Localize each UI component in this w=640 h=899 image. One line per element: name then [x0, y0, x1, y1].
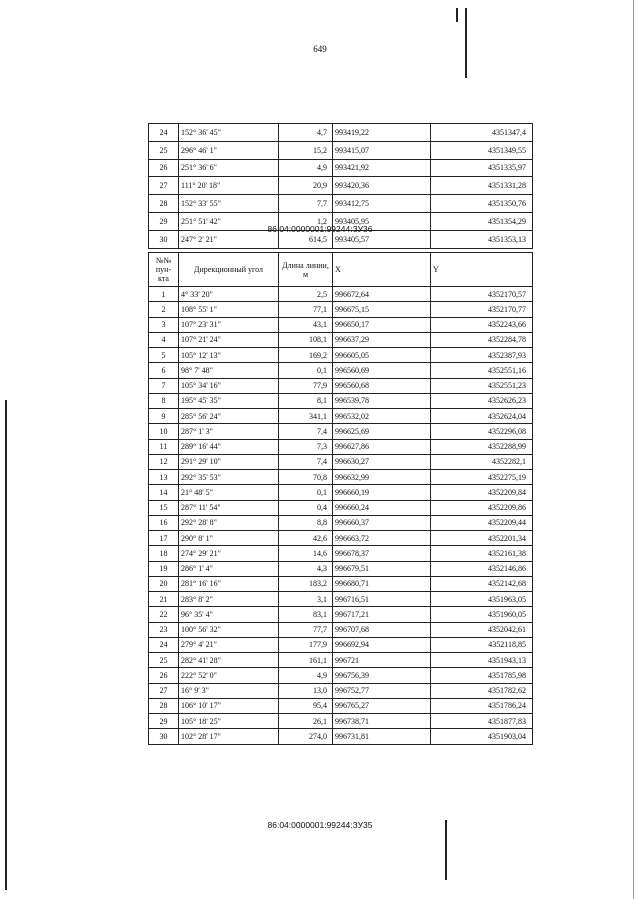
cell-point-number: 8: [149, 393, 179, 408]
cell-x: 993405,95: [333, 212, 431, 230]
cell-x: 996630,27: [333, 454, 431, 469]
cell-x: 996560,69: [333, 363, 431, 378]
cell-line-length: 4,9: [279, 668, 333, 683]
cell-line-length: 4,7: [279, 124, 333, 142]
cell-point-number: 7: [149, 378, 179, 393]
cell-x: 996721: [333, 653, 431, 668]
table-row: [149, 683, 533, 698]
cell-direction-angle: 251° 36' 6": [179, 159, 279, 177]
cell-point-number: 21: [149, 592, 179, 607]
cell-y: 4352296,08: [431, 424, 533, 439]
cell-line-length: 0,1: [279, 363, 333, 378]
cell-point-number: 3: [149, 317, 179, 332]
table-row: [149, 363, 533, 378]
table-row: [149, 393, 533, 408]
cell-y: 4352170,57: [431, 287, 533, 302]
cell-point-number: 5: [149, 348, 179, 363]
cell-direction-angle: 107° 21' 24": [179, 332, 279, 347]
cell-direction-angle: 105° 18' 25": [179, 714, 279, 729]
cell-x: 996627,86: [333, 439, 431, 454]
cell-line-length: 77,1: [279, 302, 333, 317]
cell-direction-angle: 289° 16' 44": [179, 439, 279, 454]
cell-direction-angle: 195° 45' 35": [179, 393, 279, 408]
cell-point-number: 18: [149, 546, 179, 561]
table-row: [149, 485, 533, 500]
table-header-row: [149, 253, 533, 287]
cell-point-number: 28: [149, 195, 179, 213]
cell-y: 4352209,44: [431, 515, 533, 530]
cell-x: 996660,19: [333, 485, 431, 500]
cell-point-number: 29: [149, 714, 179, 729]
cell-direction-angle: 287° 1' 3": [179, 424, 279, 439]
cell-x: 996752,77: [333, 683, 431, 698]
parcel-caption: 86:04:0000001:99244:ЗУ35: [267, 820, 373, 830]
cell-x: 993412,75: [333, 195, 431, 213]
cell-direction-angle: 281° 16' 16": [179, 576, 279, 591]
cell-point-number: 1: [149, 287, 179, 302]
table-row: [149, 195, 533, 213]
header-direction-angle: Дирекционный угол: [179, 253, 279, 287]
cell-line-length: 43,1: [279, 317, 333, 332]
cell-direction-angle: 100° 56' 32": [179, 622, 279, 637]
table-row: [149, 500, 533, 515]
cell-y: 4352201,34: [431, 531, 533, 546]
cell-x: 996539,78: [333, 393, 431, 408]
cell-line-length: 169,2: [279, 348, 333, 363]
cell-direction-angle: 111° 20' 18": [179, 177, 279, 195]
cell-y: 4351349,55: [431, 141, 533, 159]
scan-edge-mark: [456, 8, 458, 22]
cell-x: 993421,92: [333, 159, 431, 177]
cell-x: 996707,68: [333, 622, 431, 637]
cell-direction-angle: 106° 10' 17": [179, 698, 279, 713]
cell-line-length: 8,1: [279, 393, 333, 408]
cell-x: 996632,99: [333, 470, 431, 485]
cell-y: 4352387,93: [431, 348, 533, 363]
cell-direction-angle: 152° 36' 45": [179, 124, 279, 142]
cell-x: 993405,57: [333, 230, 431, 248]
cell-line-length: 2,5: [279, 287, 333, 302]
cell-point-number: 22: [149, 607, 179, 622]
cell-y: 4352551,16: [431, 363, 533, 378]
cell-line-length: 13,0: [279, 683, 333, 698]
table-row: [149, 546, 533, 561]
cell-direction-angle: 274° 29' 21": [179, 546, 279, 561]
cell-point-number: 27: [149, 683, 179, 698]
cell-line-length: 7,4: [279, 454, 333, 469]
cell-x: 996650,17: [333, 317, 431, 332]
table-row: [149, 454, 533, 469]
cell-y: 4352282,1: [431, 454, 533, 469]
cell-x: 996680,71: [333, 576, 431, 591]
table-row: [149, 348, 533, 363]
cell-y: 4352142,68: [431, 576, 533, 591]
table-row: [149, 378, 533, 393]
cell-x: 996765,27: [333, 698, 431, 713]
cell-point-number: 27: [149, 177, 179, 195]
cell-point-number: 24: [149, 124, 179, 142]
cell-direction-angle: 292° 28' 8": [179, 515, 279, 530]
cell-x: 996675,15: [333, 302, 431, 317]
table-row: [149, 332, 533, 347]
header-line-length: Длина линии, м: [279, 253, 333, 287]
table-row: [149, 607, 533, 622]
table-row: [149, 714, 533, 729]
cell-line-length: 14,6: [279, 546, 333, 561]
scan-edge-mark: [465, 8, 467, 78]
cell-x: 993420,36: [333, 177, 431, 195]
cell-point-number: 20: [149, 576, 179, 591]
cell-point-number: 25: [149, 653, 179, 668]
cell-y: 4351350,76: [431, 195, 533, 213]
cell-line-length: 0,1: [279, 485, 333, 500]
table-row: [149, 515, 533, 530]
cell-direction-angle: 16° 9' 3": [179, 683, 279, 698]
cell-y: 4352146,86: [431, 561, 533, 576]
table-row: [149, 439, 533, 454]
cell-line-length: 42,6: [279, 531, 333, 546]
cell-x: 993415,07: [333, 141, 431, 159]
cell-line-length: 7,7: [279, 195, 333, 213]
cell-line-length: 274,0: [279, 729, 333, 744]
cell-point-number: 25: [149, 141, 179, 159]
table-row: [149, 576, 533, 591]
cell-y: 4351347,4: [431, 124, 533, 142]
table-row: [149, 159, 533, 177]
cell-y: 4351331,28: [431, 177, 533, 195]
cell-y: 4352209,86: [431, 500, 533, 515]
cell-point-number: 16: [149, 515, 179, 530]
table-row: [149, 409, 533, 424]
cell-direction-angle: 251° 51' 42": [179, 212, 279, 230]
scan-edge-mark: [633, 0, 634, 899]
parcel-caption: 86:04:0000001:99244:ЗУ36: [267, 224, 373, 234]
cell-line-length: 77,9: [279, 378, 333, 393]
cell-x: 996637,29: [333, 332, 431, 347]
cell-y: 4351963,05: [431, 592, 533, 607]
cell-line-length: 0,4: [279, 500, 333, 515]
cell-x: 996663,72: [333, 531, 431, 546]
header-y: Y: [431, 253, 533, 287]
cell-line-length: 4,3: [279, 561, 333, 576]
header-x: X: [333, 253, 431, 287]
cell-x: 996678,37: [333, 546, 431, 561]
cell-point-number: 29: [149, 212, 179, 230]
cell-y: 4351786,24: [431, 698, 533, 713]
table-row: [149, 622, 533, 637]
cell-direction-angle: 247° 2' 21": [179, 230, 279, 248]
cell-point-number: 28: [149, 698, 179, 713]
table-row: [149, 124, 533, 142]
table-row: [149, 729, 533, 744]
table-row: [149, 561, 533, 576]
scan-edge-mark: [5, 400, 7, 890]
cell-y: 4351782,62: [431, 683, 533, 698]
table-row: [149, 592, 533, 607]
cell-direction-angle: 291° 29' 10": [179, 454, 279, 469]
cell-direction-angle: 21° 48' 5": [179, 485, 279, 500]
cell-line-length: 161,1: [279, 653, 333, 668]
cell-point-number: 17: [149, 531, 179, 546]
table-row: [149, 531, 533, 546]
cell-x: 996717,21: [333, 607, 431, 622]
cell-line-length: 7,3: [279, 439, 333, 454]
table-row: [149, 141, 533, 159]
cell-y: 4352626,23: [431, 393, 533, 408]
cell-direction-angle: 108° 55' 1": [179, 302, 279, 317]
cell-direction-angle: 287° 11' 54": [179, 500, 279, 515]
cell-x: 996692,94: [333, 637, 431, 652]
cell-x: 993419,22: [333, 124, 431, 142]
cell-y: 4352118,85: [431, 637, 533, 652]
cell-direction-angle: 286° 1' 4": [179, 561, 279, 576]
cell-line-length: 70,8: [279, 470, 333, 485]
cell-line-length: 7,4: [279, 424, 333, 439]
page-number: 649: [313, 44, 327, 54]
cell-x: 996560,68: [333, 378, 431, 393]
cell-line-length: 15,2: [279, 141, 333, 159]
cell-y: 4352624,04: [431, 409, 533, 424]
cell-line-length: 95,4: [279, 698, 333, 713]
cell-line-length: 341,1: [279, 409, 333, 424]
table-row: [149, 668, 533, 683]
cell-x: 996625,69: [333, 424, 431, 439]
cell-direction-angle: 107° 23' 31": [179, 317, 279, 332]
cell-y: 4352284,78: [431, 332, 533, 347]
cell-y: 4351903,04: [431, 729, 533, 744]
cell-line-length: 26,1: [279, 714, 333, 729]
cell-y: 4351354,29: [431, 212, 533, 230]
cell-x: 996756,39: [333, 668, 431, 683]
cell-x: 996605,05: [333, 348, 431, 363]
cell-y: 4352275,19: [431, 470, 533, 485]
table-row: [149, 470, 533, 485]
cell-x: 996672,64: [333, 287, 431, 302]
cell-point-number: 26: [149, 159, 179, 177]
cell-point-number: 30: [149, 729, 179, 744]
cell-direction-angle: 222° 52' 0": [179, 668, 279, 683]
cell-y: 4352288,99: [431, 439, 533, 454]
cell-direction-angle: 292° 35' 53": [179, 470, 279, 485]
cell-y: 4351353,13: [431, 230, 533, 248]
cell-y: 4352551,23: [431, 378, 533, 393]
cell-direction-angle: 283° 8' 2": [179, 592, 279, 607]
table-row: [149, 698, 533, 713]
cell-direction-angle: 96° 35' 4": [179, 607, 279, 622]
cell-y: 4351335,97: [431, 159, 533, 177]
table-row: [149, 302, 533, 317]
cell-line-length: 1,2: [279, 212, 333, 230]
cell-direction-angle: 105° 12' 13": [179, 348, 279, 363]
header-point-number: №№ пун-кта: [149, 253, 179, 287]
table-row: [149, 177, 533, 195]
cell-y: 4351943,13: [431, 653, 533, 668]
cell-line-length: 108,1: [279, 332, 333, 347]
cell-line-length: 8,8: [279, 515, 333, 530]
cell-line-length: 20,9: [279, 177, 333, 195]
cell-direction-angle: 105° 34' 16": [179, 378, 279, 393]
cell-y: 4351877,83: [431, 714, 533, 729]
cell-point-number: 6: [149, 363, 179, 378]
cell-point-number: 24: [149, 637, 179, 652]
cell-point-number: 23: [149, 622, 179, 637]
cell-direction-angle: 152° 33' 55": [179, 195, 279, 213]
cell-point-number: 12: [149, 454, 179, 469]
table-row: [149, 637, 533, 652]
cell-line-length: 177,9: [279, 637, 333, 652]
cell-point-number: 26: [149, 668, 179, 683]
table-row: [149, 424, 533, 439]
cell-direction-angle: 282° 41' 28": [179, 653, 279, 668]
cell-y: 4351960,05: [431, 607, 533, 622]
cell-point-number: 4: [149, 332, 179, 347]
cell-point-number: 11: [149, 439, 179, 454]
cell-direction-angle: 285° 56' 24": [179, 409, 279, 424]
cell-line-length: 77,7: [279, 622, 333, 637]
cell-point-number: 13: [149, 470, 179, 485]
cell-y: 4352170,77: [431, 302, 533, 317]
cell-x: 996716,51: [333, 592, 431, 607]
cell-direction-angle: 279° 4' 21": [179, 637, 279, 652]
cell-line-length: 83,1: [279, 607, 333, 622]
cell-y: 4352243,66: [431, 317, 533, 332]
cell-line-length: 3,1: [279, 592, 333, 607]
cell-line-length: 4,9: [279, 159, 333, 177]
table-row: [149, 287, 533, 302]
cell-direction-angle: 102° 28' 17": [179, 729, 279, 744]
cell-direction-angle: 98° 7' 48": [179, 363, 279, 378]
cell-y: 4352161,38: [431, 546, 533, 561]
cell-point-number: 30: [149, 230, 179, 248]
cell-line-length: 614,5: [279, 230, 333, 248]
cell-point-number: 9: [149, 409, 179, 424]
cell-point-number: 10: [149, 424, 179, 439]
cell-x: 996532,02: [333, 409, 431, 424]
table-row: [149, 317, 533, 332]
table-row: [149, 653, 533, 668]
cell-point-number: 2: [149, 302, 179, 317]
cell-direction-angle: 4° 33' 20": [179, 287, 279, 302]
cell-direction-angle: 290° 8' 1": [179, 531, 279, 546]
cell-y: 4352209,84: [431, 485, 533, 500]
cell-direction-angle: 296° 46' 1": [179, 141, 279, 159]
cell-y: 4352042,61: [431, 622, 533, 637]
cell-x: 996660,24: [333, 500, 431, 515]
coordinates-table: [148, 252, 533, 745]
cell-line-length: 183,2: [279, 576, 333, 591]
cell-x: 996731,81: [333, 729, 431, 744]
cell-x: 996660,37: [333, 515, 431, 530]
cell-x: 996738,71: [333, 714, 431, 729]
cell-point-number: 19: [149, 561, 179, 576]
cell-point-number: 14: [149, 485, 179, 500]
cell-x: 996679,51: [333, 561, 431, 576]
cell-point-number: 15: [149, 500, 179, 515]
cell-y: 4351785,98: [431, 668, 533, 683]
